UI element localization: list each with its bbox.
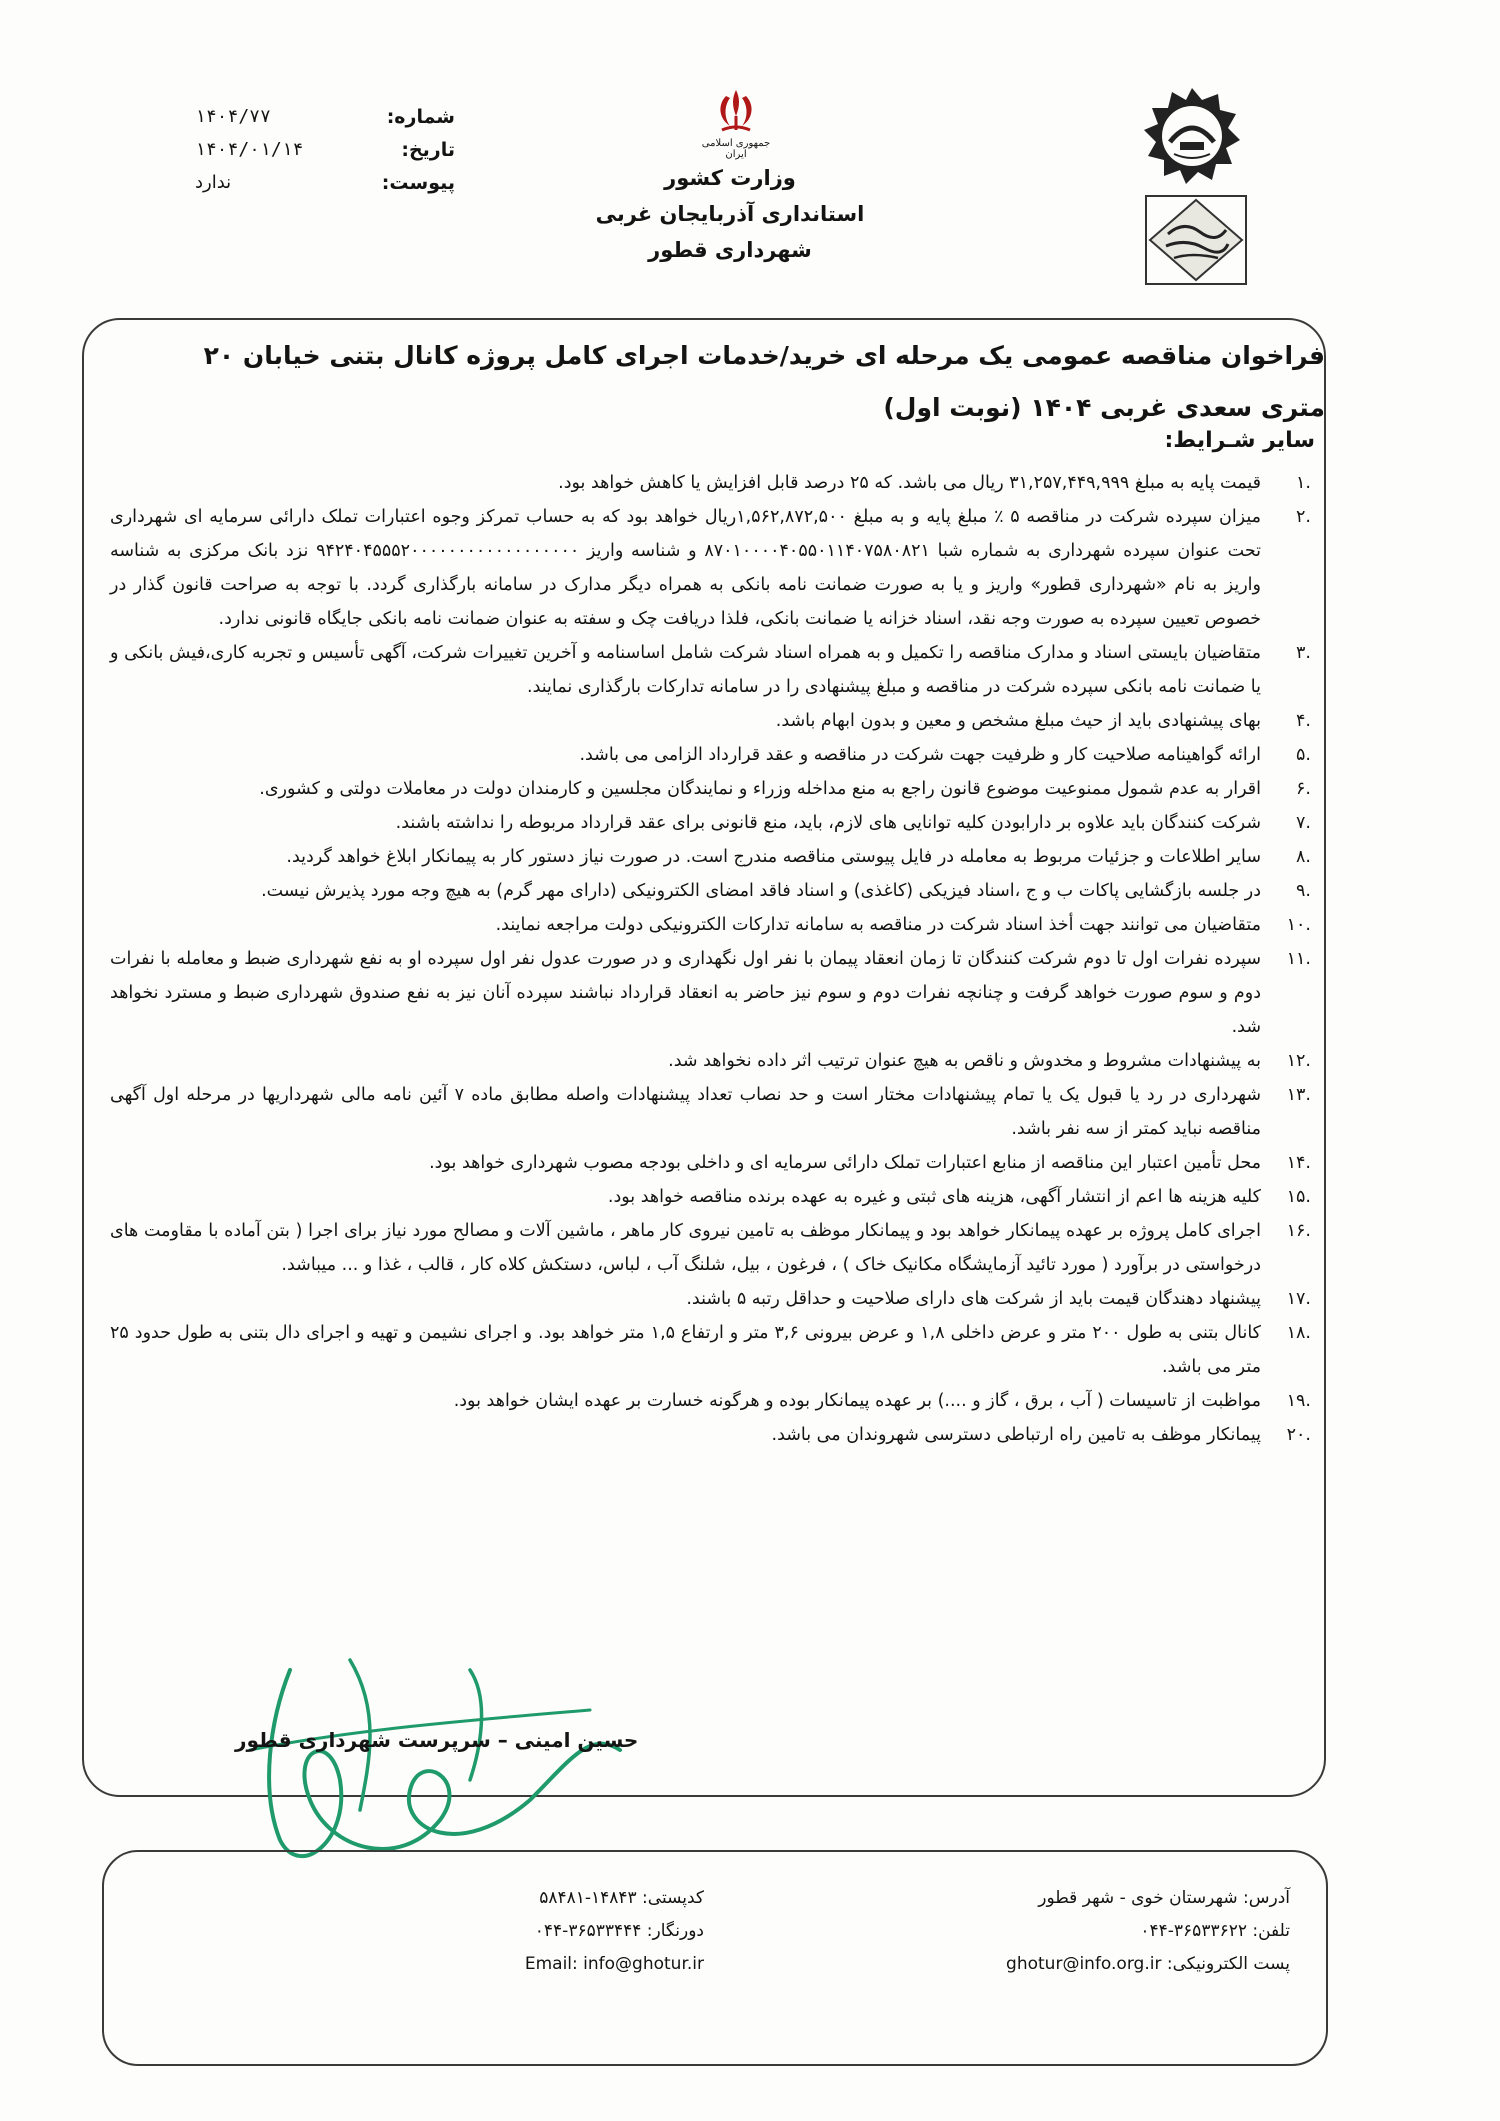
contact-footer — [102, 1850, 1328, 2066]
item-number: .۱ — [1296, 473, 1311, 493]
attachment-label: پیوست: — [381, 171, 455, 194]
item-text: ارائه گواهینامه صلاحیت کار و ظرفیت جهت شرکت در مناقصه و عقد قرارداد الزامی می باشد. — [579, 745, 1261, 765]
list-item — [110, 1146, 1315, 1180]
list-item — [110, 1384, 1315, 1418]
item-text: کلیه هزینه ها اعم از انتشار آگهی، هزینه های ثبتی و غیره به عهده برنده مناقصه خواهد بود. — [607, 1187, 1261, 1207]
letter-meta — [175, 100, 455, 199]
ministry-name: وزارت کشور — [664, 166, 796, 190]
date-row — [175, 133, 455, 166]
item-text: اجرای کامل پروژه بر عهده پیمانکار خواهد بود و پیمانکار موظف به تامین نیروی کار ماهر ، ماشین آلات و مصالح مورد نیاز برای اجرا ( بتن آماده با مقاومت های درخواستی در برآورد ( مورد تائید آزمایشگاه مکانیک خاک ) ، فرغون ، بیل، شلنگ آب ، لباس، دستکش کلاه کار ، قالب ، غذا و ... میباشد. — [110, 1221, 1261, 1275]
item-number: .۱۵ — [1286, 1187, 1311, 1207]
item-text: پیشنهاد دهندگان قیمت باید از شرکت های دارای صلاحیت و حداقل رتبه ۵ باشند. — [686, 1289, 1261, 1309]
item-text: قیمت پایه به مبلغ ۳۱,۲۵۷,۴۴۹,۹۹۹ ریال می باشد. که ۲۵ درصد قابل افزایش یا کاهش خواهد بود. — [558, 473, 1261, 493]
item-number: .۹ — [1296, 881, 1311, 901]
item-text: متقاضیان می توانند جهت أخذ اسناد شرکت در مناقصه به سامانه تدارکات الکترونیکی دولت مراجعه نمایند. — [495, 915, 1261, 935]
province-name: استانداری آذربایجان غربی — [595, 202, 865, 226]
footer-right-column — [970, 1882, 1290, 1981]
date-value: ۱۴۰۴/۰۱/۱۴ — [195, 139, 304, 160]
item-number: .۱۰ — [1286, 915, 1311, 935]
item-number: .۱۴ — [1286, 1153, 1311, 1173]
tender-title: فراخوان مناقصه عمومی یک مرحله ای خرید/خدمات اجرای کامل پروژه کانال بتنی خیابان ۲۰ متری سعدی غربی ۱۴۰۴ (نوبت اول) — [203, 341, 1325, 422]
item-number: .۱۷ — [1286, 1289, 1311, 1309]
municipality-logo — [1140, 84, 1244, 188]
list-item — [110, 942, 1315, 1044]
item-number: .۶ — [1296, 779, 1311, 799]
item-number: .۱۱ — [1286, 949, 1311, 969]
item-text: شرکت کنندگان باید علاوه بر دارابودن کلیه توانایی های لازم، باید، منع قانونی برای عقد قرارداد مربوطه را نداشته باشند. — [395, 813, 1261, 833]
list-item — [110, 1078, 1315, 1146]
item-number: .۱۲ — [1286, 1051, 1311, 1071]
emblem-caption: جمهوری اسلامی ایران — [701, 138, 771, 160]
item-text: در جلسه بازگشایی پاکات ب و ج ،اسناد فیزیکی (کاغذی) و اسناد فاقد امضای الکترونیکی (دارای مهر گرم) به هیچ وجه مورد پذیرش نیست. — [261, 881, 1261, 901]
list-item — [110, 738, 1315, 772]
issuer-block — [560, 160, 900, 268]
list-item — [110, 500, 1315, 636]
list-item — [110, 908, 1315, 942]
item-number: .۲۰ — [1286, 1425, 1311, 1445]
list-item — [110, 1214, 1315, 1282]
list-item — [110, 1418, 1315, 1452]
footer-address: آدرس: شهرستان خوی - شهر قطور — [1038, 1888, 1290, 1908]
item-number: .۲ — [1296, 507, 1311, 527]
item-text: پیمانکار موظف به تامین راه ارتباطی دسترسی شهروندان می باشد. — [771, 1425, 1261, 1445]
conditions-list — [110, 466, 1315, 1452]
list-item — [110, 466, 1315, 500]
list-item — [110, 636, 1315, 704]
national-emblem — [696, 86, 776, 160]
footer-phone: تلفن: ۳۶۵۳۳۶۲۲-۰۴۴ — [1140, 1921, 1290, 1941]
list-item — [110, 1316, 1315, 1384]
emblem-icon — [708, 86, 764, 136]
date-label: تاریخ: — [401, 138, 455, 161]
footer-left-column — [404, 1882, 704, 1981]
municipality-name: شهرداری قطور — [648, 238, 812, 262]
footer-postal-code: کدپستی: ۱۴۸۴۳-۵۸۴۸۱ — [539, 1888, 704, 1908]
footer-email-fa: پست الکترونیکی: ghotur@info.org.ir — [1006, 1954, 1290, 1974]
item-number: .۱۸ — [1286, 1323, 1311, 1343]
attachment-row — [175, 166, 455, 199]
item-text: سپرده نفرات اول تا دوم شرکت کنندگان تا زمان انعقاد پیمان با نفر اول نگهداری و در صورت عدول نفر اول سپرده او به نفع شهرداری ضبط و معامله با نفرات دوم و سوم صورت خواهد گرفت و چنانچه نفرات دوم و سوم نیز حاضر به انعقاد قرارداد نباشند سپرده آنان نیز به نفع صندوق شهرداری ضبط و مسترد نخواهد شد. — [110, 949, 1261, 1037]
list-item — [110, 1180, 1315, 1214]
item-number: .۱۳ — [1286, 1085, 1311, 1105]
footer-fax: دورنگار: ۳۶۵۳۳۴۴۴-۰۴۴ — [534, 1921, 704, 1941]
number-value: ۱۴۰۴/۷۷ — [195, 106, 271, 127]
number-label: شماره: — [386, 105, 455, 128]
signer-name: حسین امینی – سرپرست شهرداری قطور — [235, 1728, 639, 1752]
list-item — [110, 806, 1315, 840]
item-text: میزان سپرده شرکت در مناقصه ۵ ٪ مبلغ پایه و به مبلغ ۱,۵۶۲,۸۷۲,۵۰۰ریال خواهد بود که به حساب تمرکز وجوه اعتبارات تملک دارائی سرمایه ای شهرداری تحت عنوان سپرده شهرداری به شماره شبا ۸۷۰۱۰۰۰۰۴۰۵۵۰۱۱۴۰۷۵۸۰۸۲۱ و شناسه واریز ۹۴۲۴۰۴۵۵۵۲۰۰۰۰۰۰۰۰۰۰۰۰۰۰۰۰۰۰ نزد بانک مرکزی به شناسه واریز به نام «شهرداری قطور» واریز و یا به صورت ضمانت نامه بانکی به همراه دیگر مدارک در سامانه بارگذاری گردد. با توجه به صراحت قانون گذار در خصوص تعیین سپرده به صورت وجه نقد، اسناد خزانه یا ضمانت بانکی، فلذا دریافت چک و سفته به عنوان ضمانت نامه بانکی جایگاه قانونی ندارد. — [110, 507, 1261, 629]
item-text: محل تأمین اعتبار این مناقصه از منابع اعتبارات تملک دارائی سرمایه ای و داخلی بودجه مصوب شهرداری خواهد بود. — [429, 1153, 1261, 1173]
item-text: اقرار به عدم شمول ممنوعیت موضوع قانون راجع به منع مداخله وزراء و نمایندگان مجلسین و کارمندان دولت در معاملات دولتی و کشوری. — [259, 779, 1261, 799]
item-number: .۱۶ — [1286, 1221, 1311, 1241]
list-item — [110, 874, 1315, 908]
number-row — [175, 100, 455, 133]
item-text: کانال بتنی به طول ۲۰۰ متر و عرض داخلی ۱,۸ و عرض بیرونی ۳,۶ متر و ارتفاع ۱,۵ متر خواهد بود. و اجرای نشیمن و تهیه و اجرای دال بتنی به طول حدود ۲۵ متر می باشد. — [110, 1323, 1262, 1377]
item-text: مواظبت از تاسیسات ( آب ، برق ، گاز و ....) بر عهده پیمانکار بوده و هرگونه خسارت بر عهده ایشان خواهد بود. — [453, 1391, 1261, 1411]
list-item — [110, 1282, 1315, 1316]
item-number: .۴ — [1296, 711, 1311, 731]
item-text: به پیشنهادات مشروط و مخدوش و ناقص به هیچ عنوان ترتیب اثر داده نخواهد شد. — [668, 1051, 1261, 1071]
list-item — [110, 772, 1315, 806]
item-text: متقاضیان بایستی اسناد و مدارک مناقصه را تکمیل و به همراه اسناد شرکت شامل اساسنامه و آخرین تغییرات شرکت، آگهی تأسیس و تجربه کاری،فیش بانکی و یا ضمانت نامه بانکی سپرده شرکت در مناقصه و مبلغ پیشنهادی را در سامانه تدارکات بارگذاری نمایند. — [110, 643, 1261, 697]
footer-email-link[interactable]: Email: info@ghotur.ir — [524, 1954, 704, 1974]
list-item — [110, 840, 1315, 874]
item-number: .۸ — [1296, 847, 1311, 867]
item-number: .۱۹ — [1286, 1391, 1311, 1411]
item-text: سایر اطلاعات و جزئیات مربوط به معامله در فایل پیوستی مناقصه مندرج است. در صورت نیاز دستور کار به پیمانکار ابلاغ خواهد گردید. — [286, 847, 1261, 867]
other-conditions-heading: سایر شـرایط: — [1164, 428, 1315, 453]
item-number: .۷ — [1296, 813, 1311, 833]
list-item — [110, 1044, 1315, 1078]
item-text: شهرداری در رد یا قبول یک یا تمام پیشنهادات مختار است و حد نصاب تعداد پیشنهادات واصله مطابق ماده ۷ آئین نامه مالی شهرداریها در مرحله اول آگهی مناقصه نباید کمتر از سه نفر باشد. — [110, 1085, 1261, 1139]
item-number: .۳ — [1296, 643, 1311, 663]
item-text: بهای پیشنهادی باید از حیث مبلغ مشخص و معین و بدون ابهام باشد. — [775, 711, 1261, 731]
list-item — [110, 704, 1315, 738]
attachment-value: ندارد — [195, 172, 232, 193]
item-number: .۵ — [1296, 745, 1311, 765]
calligraphy-stamp — [1140, 190, 1252, 290]
